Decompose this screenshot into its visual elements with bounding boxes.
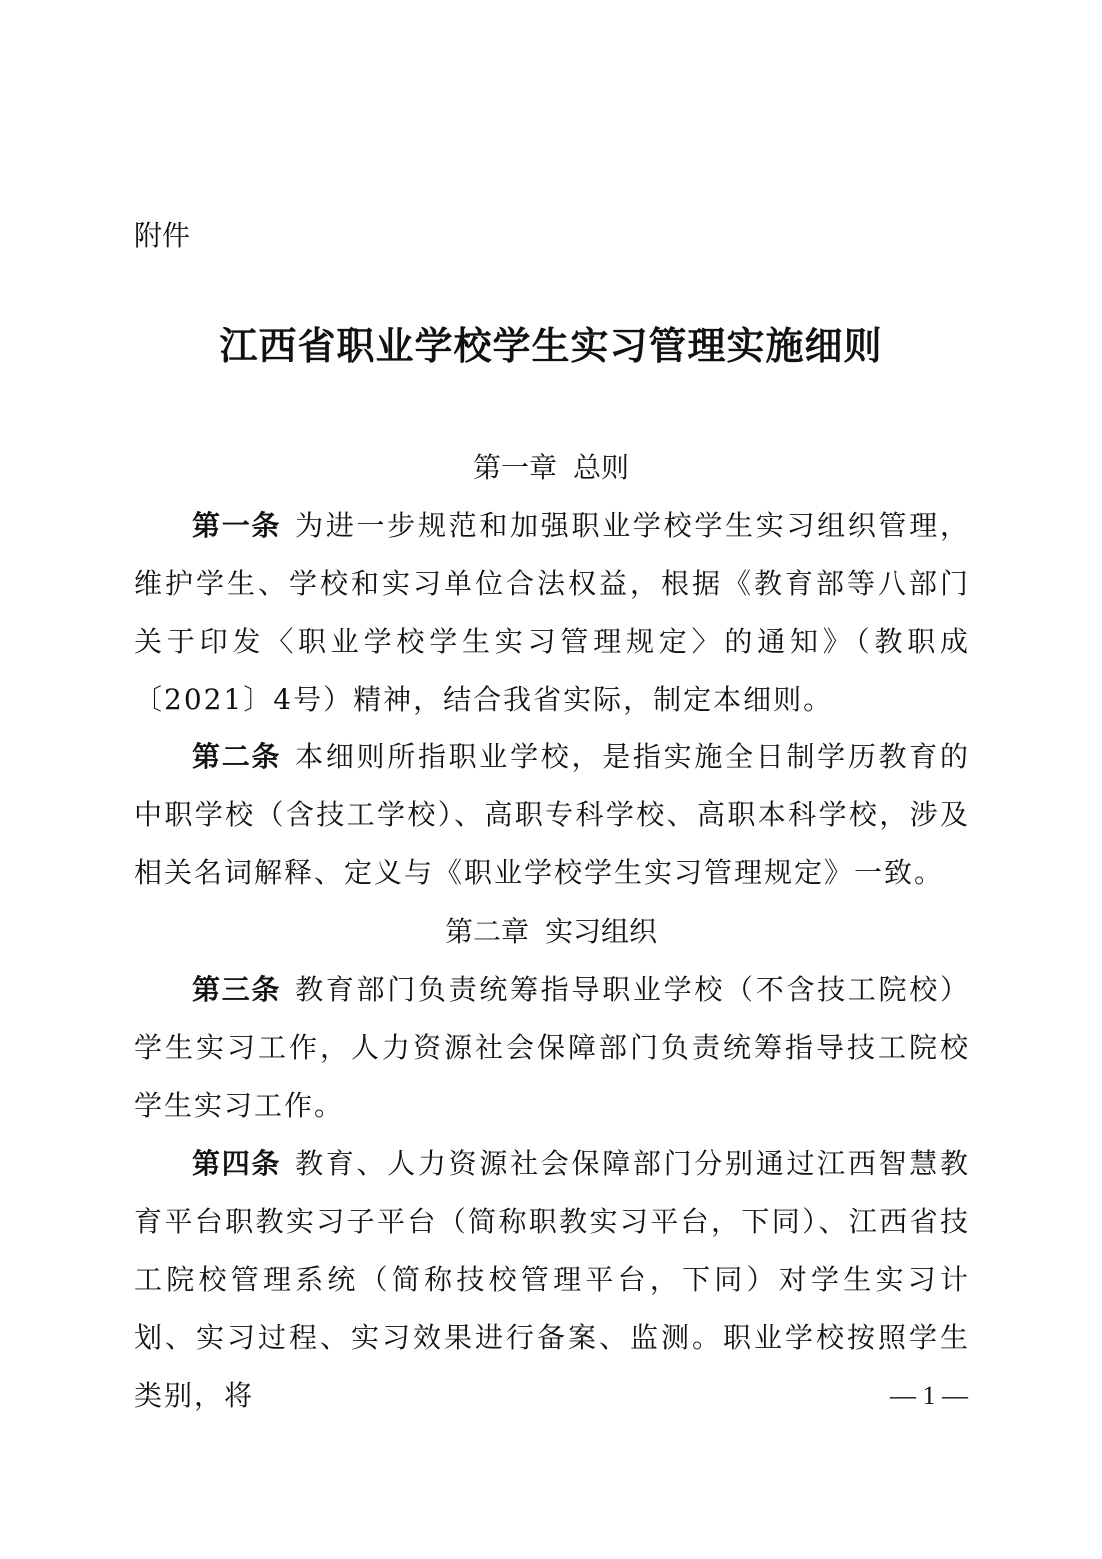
article-2 bbox=[134, 728, 970, 902]
article-number: 第一条 bbox=[192, 509, 282, 542]
article-number: 第三条 bbox=[192, 973, 282, 1006]
chapter-heading-2 bbox=[0, 912, 1102, 952]
document-title: 江西省职业学校学生实习管理实施细则 bbox=[219, 323, 883, 368]
article-1 bbox=[134, 497, 970, 729]
article-text: 本细则所指职业学校，是指实施全日制学历教育的中职学校（含技工学校）、高职专科学校、高职本科学校，涉及相关名词解释、定义与《职业学校学生实习管理规定》一致。 bbox=[134, 740, 970, 889]
article-number: 第四条 bbox=[192, 1147, 282, 1180]
page-number: — 1 — bbox=[890, 1381, 968, 1410]
chapter-name: 实习组织 bbox=[545, 915, 658, 948]
chapter-name: 总则 bbox=[573, 451, 630, 484]
article-text: 教育、人力资源社会保障部门分别通过江西智慧教育平台职教实习子平台（简称职教实习平台，下同）、江西省技工院校管理系统（简称技校管理平台，下同）对学生实习计划、实习过程、实习效果进行备案、监测。职业学校按照学生类别，将 bbox=[134, 1147, 970, 1412]
article-number: 第二条 bbox=[192, 740, 282, 773]
article-3 bbox=[134, 961, 970, 1135]
chapter-number: 第二章 bbox=[444, 915, 529, 948]
chapter-number: 第一章 bbox=[472, 451, 557, 484]
article-text: 教育部门负责统筹指导职业学校（不含技工院校）学生实习工作，人力资源社会保障部门负责统筹指导技工院校学生实习工作。 bbox=[134, 973, 970, 1122]
article-text: 为进一步规范和加强职业学校学生实习组织管理，维护学生、学校和实习单位合法权益，根据《教育部等八部门关于印发〈职业学校学生实习管理规定〉的通知》（教职成〔2021〕4号）精神，结合我省实际，制定本细则。 bbox=[134, 509, 970, 716]
attachment-label: 附件 bbox=[134, 219, 191, 252]
article-4 bbox=[134, 1135, 970, 1425]
chapter-heading-1 bbox=[0, 448, 1102, 488]
